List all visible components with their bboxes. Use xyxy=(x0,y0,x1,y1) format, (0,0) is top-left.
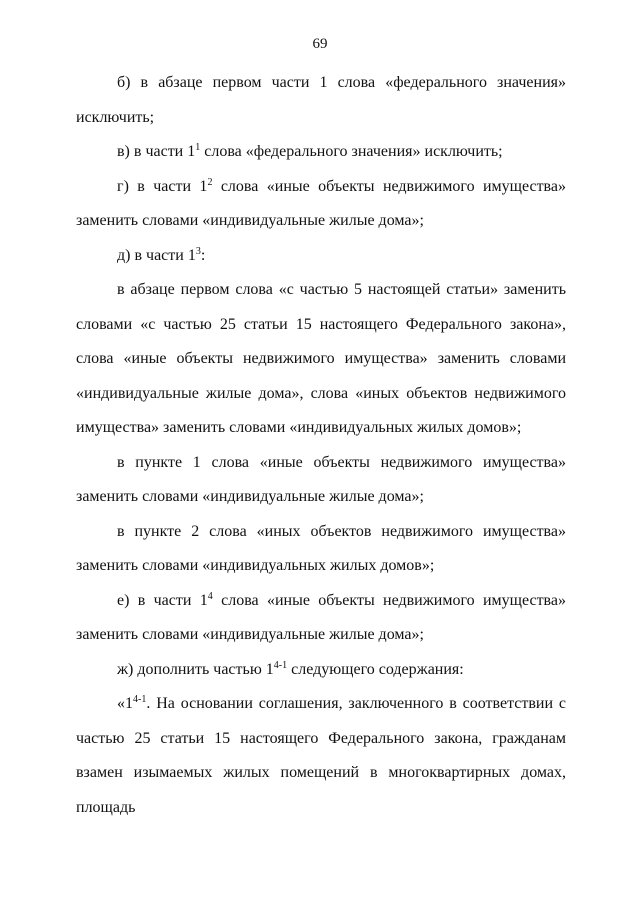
paragraph-v-post: слова «федерального значения» исключить; xyxy=(200,143,503,160)
paragraph-punkt-1 xyxy=(76,446,566,515)
paragraph-e-pre: е) в части 1 xyxy=(117,591,208,609)
paragraph-g-post: слова «иные объекты недвижимого имущества» заменить словами «индивидуальные жилые дома»; xyxy=(76,177,567,229)
paragraph-quote-sup: 4-1 xyxy=(133,694,147,705)
paragraph-quote-post: . На основании соглашения, заключенного в соответствии с частью 25 статьи 15 настоящего Федерального закона, гражданам взамен изымаемых жилых помещений в многоквартирных домах, площадь xyxy=(76,695,566,816)
paragraph-punkt-2-text: в пункте 2 слова «иных объектов недвижимого имущества» заменить словами «индивидуальных жилых домов»; xyxy=(76,522,566,574)
paragraph-zh-sup: 4-1 xyxy=(273,659,288,671)
paragraph-v xyxy=(76,135,566,170)
paragraph-d-sup: 3 xyxy=(195,245,201,257)
paragraph-v-pre: в) в части 1 xyxy=(117,143,196,160)
paragraph-b-text: б) в абзаце первом части 1 слова «федерального значения» исключить; xyxy=(76,74,566,126)
paragraph-g xyxy=(76,170,566,239)
paragraph-b xyxy=(76,66,566,135)
paragraph-zh-pre: ж) дополнить частью 1 xyxy=(117,660,274,678)
paragraph-quote-pre: «1 xyxy=(117,695,133,712)
paragraph-d-post: : xyxy=(200,246,206,264)
paragraph-d xyxy=(76,239,566,274)
paragraph-zh xyxy=(76,653,566,688)
paragraph-punkt-2 xyxy=(76,515,566,584)
paragraph-abzac-pervyi-text: в абзаце первом слова «с частью 5 настоящей статьи» заменить словами «с частью 25 статьи 15 настоящего Федерального закона», слова «иные объекты недвижимого имущества» заменить словами «индивидуальные жилые дома», слова «иных объектов недвижимого имущества» заменить словами «индивидуальных жилых домов»; xyxy=(76,281,566,436)
paragraph-abzac-pervyi xyxy=(76,273,566,446)
paragraph-zh-post: следующего содержания: xyxy=(287,660,464,678)
document-body xyxy=(76,66,566,825)
paragraph-g-pre: г) в части 1 xyxy=(117,177,208,195)
paragraph-v-sup: 1 xyxy=(195,142,201,153)
paragraph-e xyxy=(76,584,566,653)
paragraph-e-post: слова «иные объекты недвижимого имущества» заменить словами «индивидуальные жилые дома»; xyxy=(76,591,567,643)
paragraph-g-sup: 2 xyxy=(207,176,213,188)
paragraph-d-pre: д) в части 1 xyxy=(117,246,196,264)
paragraph-e-sup: 4 xyxy=(207,590,213,602)
paragraph-quote-1-4-1 xyxy=(76,687,566,825)
paragraph-punkt-1-text: в пункте 1 слова «иные объекты недвижимого имущества» заменить словами «индивидуальные жилые дома»; xyxy=(76,453,566,505)
page-number: 69 xyxy=(312,36,328,52)
